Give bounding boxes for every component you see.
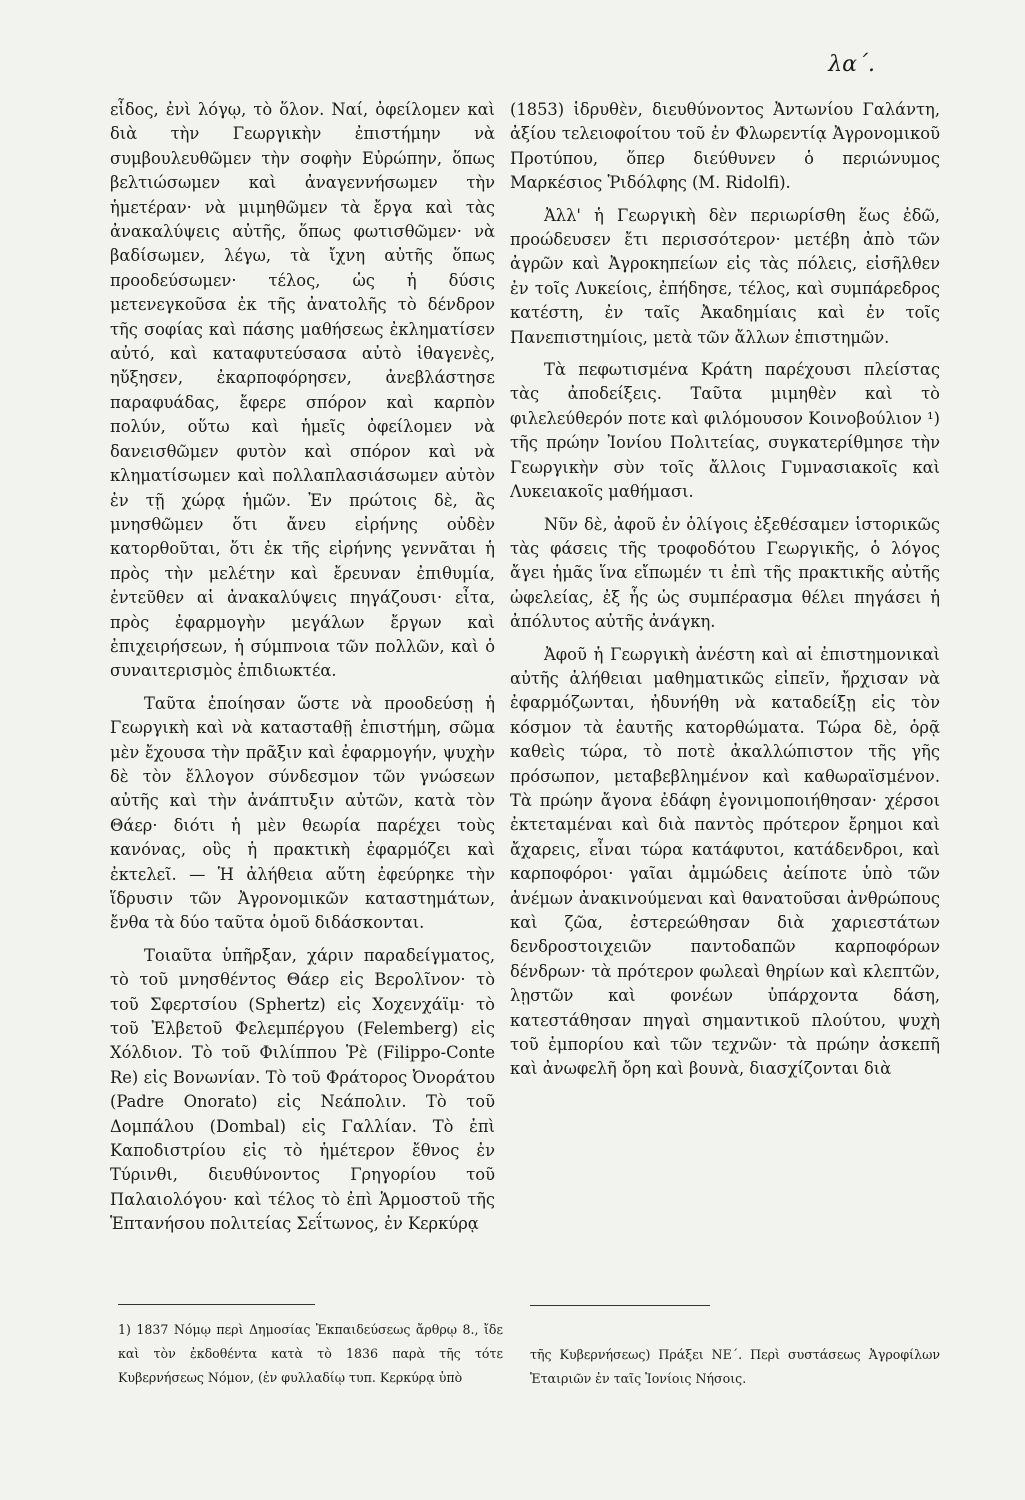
right-paragraph: Ἀφοῦ ἡ Γεωργικὴ ἀνέστη καὶ αἱ ἐπιστημονικαὶ αὐτῆς ἀλήθειαι μαθηματικῶς εἰπεῖν, ἤρχισαν νὰ ἐφαρμόζωνται, ἠδυνήθη νὰ καταδείξῃ εἰς τὸν κόσμον τὰ ἑαυτῆς κατορθώματα. Τώρα δὲ, ὁρᾷ καθεὶς τώρα, τὸ ποτὲ ἀκαλλώπιστον τῆς γῆς πρόσωπον, μεταβεβλημένον καὶ καθωραϊσμένον. Τὰ πρώην ἄγονα ἐδάφη ἐγονιμοποιήθησαν· χέρσοι ἐκτεταμέναι καὶ διὰ παντὸς πρότερον ἔρημοι καὶ ἄχαρεις, εἶναι τώρα κατάφυτοι, κατάδενδροι, καὶ καρποφόροι· γαῖαι ἀμμώδεις ἀείποτε ὑπὸ τῶν ἀνέμων ἀνακινούμεναι καὶ θανατοῦσαι ἀνθρώπους καὶ ζῶα, ἐστερεώθησαν διὰ χαριεστάτων δενδροστοιχειῶν παντοδαπῶν καρποφόρων δένδρων· τὰ πρότερον φωλεαὶ θηρίων καὶ κλεπτῶν, λῃστῶν καὶ φονέων ὑπάρχοντα δάση, κατεστάθησαν πηγαὶ σημαντικοῦ πλούτου, ψυχὴ τοῦ ἐμπορίου καὶ τῶν τεχνῶν· τὰ πρώην ἀσκεπῆ καὶ ἀνωφελῆ ὄρη καὶ βουνὰ, διασχίζονται διὰ bbox=[510, 644, 940, 1079]
footnote-left: 1) 1837 Νόμῳ περὶ Δημοσίας Ἐκπαιδεύσεως ἄρθρῳ 8., ἴδε καὶ τὸν ἐκδοθέντα κατὰ τὸ 1836 παρὰ τῆς τότε Κυβερνήσεως Νόμον, (ἐν φυλλαδίῳ τυπ. Κερκύρᾳ ὑπὸ bbox=[118, 1322, 503, 1385]
footnote-right: τῆς Κυβερνήσεως) Πράξει ΝΕ΄. Περὶ συστάσεως Ἀγροφίλων Ἑταιριῶν ἐν ταῖς Ἰονίοις Νήσοις. bbox=[530, 1347, 940, 1386]
page-number: λα΄. bbox=[828, 52, 875, 77]
left-paragraph: Τοιαῦτα ὑπῆρξαν, χάριν παραδείγματος, τὸ τοῦ μνησθέντος Θάερ εἰς Βερολῖνον· τὸ τοῦ Σφερτσίου (Sphertz) εἰς Χοχενχάϊμ· τὸ τοῦ Ἐλβετοῦ Φελεμπέργου (Felemberg) εἰς Χόλδιον. Τὸ τοῦ Φιλίππου Ῥὲ (Filippo-Conte Re) εἰς Βονωνίαν. Τὸ τοῦ Φράτορος Ὀνοράτου (Padre Onorato) εἰς Νεάπολιν. Τὸ τοῦ Δομπάλου (Dombal) εἰς Γαλλίαν. Τὸ ἐπὶ Καποδιστρίου εἰς τὸ ἡμέτερον ἔθνος ἐν Τύρινθι, διευθύνοντος Γρηγορίου τοῦ Παλαιολόγου· καὶ τέλος τὸ ἐπὶ Ἁρμοστοῦ τῆς Ἑπτανήσου πολιτείας Σεΐτωνος, ἐν Κερκύρᾳ bbox=[110, 945, 495, 1234]
right-column bbox=[510, 98, 940, 1090]
left-column bbox=[110, 98, 495, 1245]
right-paragraph: (1853) ἱδρυθὲν, διευθύνοντος Ἀντωνίου Γαλάντη, ἀξίου τελειοφοίτου τοῦ ἐν Φλωρεντίᾳ Ἀγρονομικοῦ Προτύπου, ὅπερ διεύθυνεν ὁ περιώνυμος Μαρκέσιος Ῥιδόλφης (M. Ridolfi). bbox=[510, 100, 940, 193]
right-paragraph: Νῦν δὲ, ἀφοῦ ἐν ὀλίγοις ἐξεθέσαμεν ἱστορικῶς τὰς φάσεις τῆς τροφοδότου Γεωργικῆς, ὁ λόγος ἄγει ἡμᾶς ἵνα εἴπωμέν τι ἐπὶ τῆς πρακτικῆς αὐτῆς ὠφελείας, ἐξ ἧς ὡς συμπέρασμα θέλει πηγάσει ἡ ἀπόλυτος αὐτῆς ἀνάγκη. bbox=[510, 514, 940, 632]
right-paragraph: Ἀλλ' ἡ Γεωργικὴ δὲν περιωρίσθη ἕως ἐδῶ, προώδευσεν ἔτι περισσότερον· μετέβη ἀπὸ τῶν ἀγρῶν καὶ Ἀγροκηπείων εἰς τὰς πόλεις, εἰσῆλθεν ἐν τοῖς Λυκείοις, ἐπήδησε, τέλος, καὶ συμπάρεδρος κατέστη, ἐν ταῖς Ἀκαδημίαις καὶ ἐν τοῖς Πανεπιστημίοις, μετὰ τῶν ἄλλων ἐπιστημῶν. bbox=[510, 205, 940, 347]
right-paragraph: Τὰ πεφωτισμένα Κράτη παρέχουσι πλείστας τὰς ἀποδείξεις. Ταῦτα μιμηθὲν καὶ τὸ φιλελεύθερόν ποτε καὶ φιλόμουσον Κοινοβούλιον ¹) τῆς πρώην Ἰονίου Πολιτείας, συγκατερίθμησε τὴν Γεωργικὴν σὺν τοῖς ἄλλοις Γυμνασιακοῖς καὶ Λυκειακοῖς μαθήμασι. bbox=[510, 360, 940, 502]
footnote-divider-right bbox=[530, 1305, 710, 1306]
footnote-divider-left bbox=[118, 1304, 315, 1305]
left-paragraph: εἶδος, ἐνὶ λόγῳ, τὸ ὅλον. Ναί, ὀφείλομεν καὶ διὰ τὴν Γεωργικὴν ἐπιστήμην νὰ συμβουλευθῶμεν τὴν σοφὴν Εὐρώπην, ὅπως βελτιώσωμεν καὶ ἀναγεννήσωμεν τὴν ἡμετέραν· νὰ μιμηθῶμεν τὰ ἔργα καὶ τὰς ἀνακαλύψεις αὐτῆς, ὅπως φωτισθῶμεν· νὰ βαδίσωμεν, λέγω, τὰ ἴχνη αὐτῆς ὅπως προοδεύσωμεν· τέλος, ὡς ἡ δύσις μετενεγκοῦσα ἐκ τῆς ἀνατολῆς τὸ δένδρον τῆς σοφίας καὶ πάσης μαθήσεως ἐκληματίσεν αὐτό, καὶ καταφυτεύσασα αὐτὸ ἰθαγενὲς, ηὔξησεν, ἐκαρποφόρησεν, ἀνεβλάστησε παραφυάδας, ἔφερε σπόρον καὶ καρπὸν πολύν, οὕτω καὶ ἡμεῖς ὀφείλομεν νὰ δανεισθῶμεν φυτὸν καὶ σπόρον καὶ νὰ κληματίσωμεν καὶ πολλαπλασιάσωμεν αὐτὸν ἐν τῇ χώρᾳ ἡμῶν. Ἐν πρώτοις δὲ, ἂς μνησθῶμεν ὅτι ἄνευ εἰρήνης οὐδὲν κατορθοῦται, ὅτι ἐκ τῆς εἰρήνης γεννᾶται ἡ πρὸς τὴν μελέτην καὶ ἔρευναν ἐπιθυμία, ἐντεῦθεν αἱ ἀνακαλύψεις πηγάζουσι· εἶτα, πρὸς ἐφαρμογὴν μεγάλων ἔργων καὶ ἐπιχειρήσεων, ἡ σύμπνοια τῶν πολλῶν, καὶ ὁ συναιτερισμὸς ἐπιδιωκτέα. bbox=[110, 100, 495, 681]
left-paragraph: Ταῦτα ἐποίησαν ὥστε νὰ προοδεύσῃ ἡ Γεωργικὴ καὶ νὰ κατασταθῇ ἐπιστήμη, σῶμα μὲν ἔχουσα τὴν πρᾶξιν καὶ ἐφαρμογήν, ψυχὴν δὲ τὸν ἔλλογον σύνδεσμον τῶν γνώσεων αὐτῆς καὶ τὴν ἀνάπτυξιν αὐτῶν, κατὰ τὸν Θάερ· διότι ἡ μὲν θεωρία παρέχει τοὺς κανόνας, οὓς ἡ πρακτικὴ ἐφαρμόζει καὶ ἐκτελεῖ. — Ἡ ἀλήθεια αὕτη ἐφεύρηκε τὴν ἵδρυσιν τῶν Ἀγρονομικῶν καταστημάτων, ἔνθα τὰ δύο ταῦτα ὁμοῦ διδάσκονται. bbox=[110, 693, 495, 933]
